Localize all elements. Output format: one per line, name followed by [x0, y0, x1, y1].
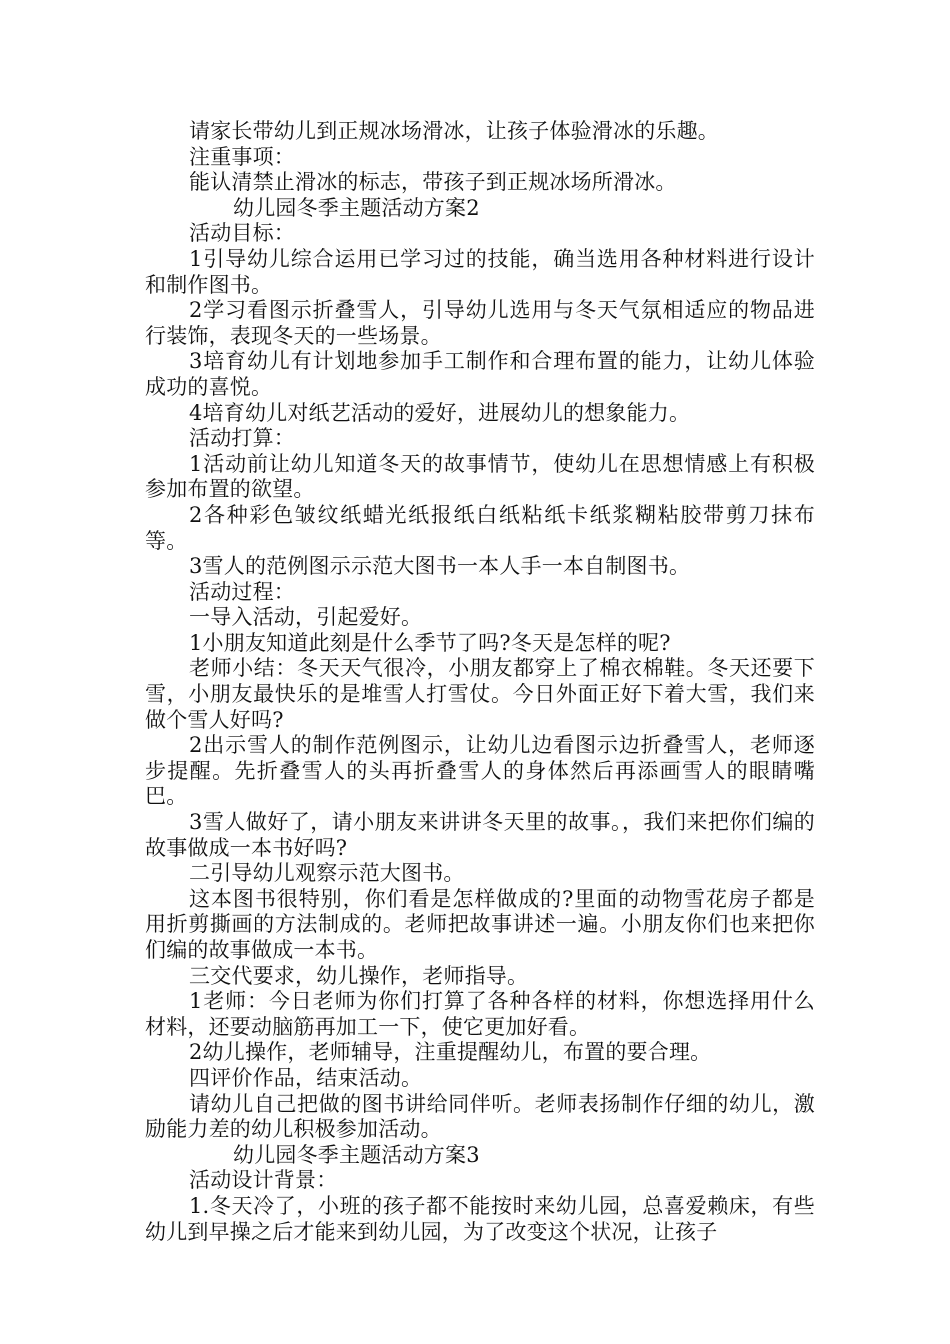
paragraph: 3雪人做好了，请小朋友来讲讲冬天里的故事。，我们来把你们编的故事做成一本书好吗? — [145, 810, 815, 860]
paragraph: 1引导幼儿综合运用已学习过的技能，确当选用各种材料进行设计和制作图书。 — [145, 246, 815, 297]
paragraph: 活动过程： — [189, 579, 295, 604]
paragraph: 4培育幼儿对纸艺活动的爱好，进展幼儿的想象能力。 — [189, 400, 691, 425]
paragraph: 活动打算： — [189, 426, 295, 451]
paragraph: 注重事项： — [189, 144, 295, 169]
paragraph: 2出示雪人的制作范例图示，让幼儿边看图示边折叠雪人，老师逐步提醒。先折叠雪人的头再折叠雪人的身体然后再添画雪人的眼睛嘴巴。 — [145, 733, 815, 809]
paragraph: 3雪人的范例图示示范大图书一本人手一本自制图书。 — [189, 554, 691, 579]
paragraph: 这本图书很特别，你们看是怎样做成的?里面的动物雪花房子都是用折剪撕画的方法制成的。老师把故事讲述一遍。小朋友你们也来把你们编的故事做成一本书。 — [145, 886, 815, 962]
paragraph: 能认清禁止滑冰的标志，带孩子到正规冰场所滑冰。 — [189, 170, 677, 195]
paragraph: 二引导幼儿观察示范大图书。 — [189, 861, 465, 886]
paragraph: 请幼儿自己把做的图书讲给同伴听。老师表扬制作仔细的幼儿，激励能力差的幼儿积极参加活动。 — [145, 1091, 815, 1142]
paragraph: 3培育幼儿有计划地参加手工制作和合理布置的能力，让幼儿体验成功的喜悦。 — [145, 349, 815, 399]
paragraph: 1老师：今日老师为你们打算了各种各样的材料，你想选择用什么材料，还要动脑筋再加工一下，使它更加好看。 — [145, 989, 815, 1039]
paragraph: 活动目标： — [189, 221, 295, 246]
paragraph: 请家长带幼儿到正规冰场滑冰，让孩子体验滑冰的乐趣。 — [189, 119, 719, 143]
document-body — [145, 119, 815, 1245]
paragraph: 三交代要求，幼儿操作，老师指导。 — [189, 963, 529, 988]
section-heading: 幼儿园冬季主题活动方案3 — [233, 1142, 480, 1167]
paragraph: 2幼儿操作，老师辅导，注重提醒幼儿，布置的要合理。 — [189, 1040, 712, 1065]
paragraph: 1活动前让幼儿知道冬天的故事情节，使幼儿在思想情感上有积极参加布置的欲望。 — [145, 451, 815, 502]
paragraph: 2学习看图示折叠雪人，引导幼儿选用与冬天气氛相适应的物品进行装饰，表现冬天的一些场景。 — [145, 298, 815, 348]
paragraph: 老师小结：冬天天气很冷，小朋友都穿上了棉衣棉鞋。冬天还要下雪，小朋友最快乐的是堆雪人打雪仗。今日外面正好下着大雪，我们来做个雪人好吗? — [145, 656, 815, 732]
paragraph: 一导入活动，引起爱好。 — [189, 605, 423, 630]
paragraph: 1小朋友知道此刻是什么季节了吗?冬天是怎样的呢? — [189, 630, 671, 655]
paragraph: 1.冬天冷了，小班的孩子都不能按时来幼儿园，总喜爱赖床，有些幼儿到早操之后才能来到幼儿园，为了改变这个状况，让孩子 — [145, 1193, 815, 1244]
paragraph: 四评价作品，结束活动。 — [189, 1065, 423, 1090]
paragraph: 活动设计背景： — [189, 1168, 338, 1193]
paragraph: 2各种彩色皱纹纸蜡光纸报纸白纸粘纸卡纸浆糊粘胶带剪刀抹布等。 — [145, 502, 815, 553]
section-heading: 幼儿园冬季主题活动方案2 — [233, 195, 480, 220]
